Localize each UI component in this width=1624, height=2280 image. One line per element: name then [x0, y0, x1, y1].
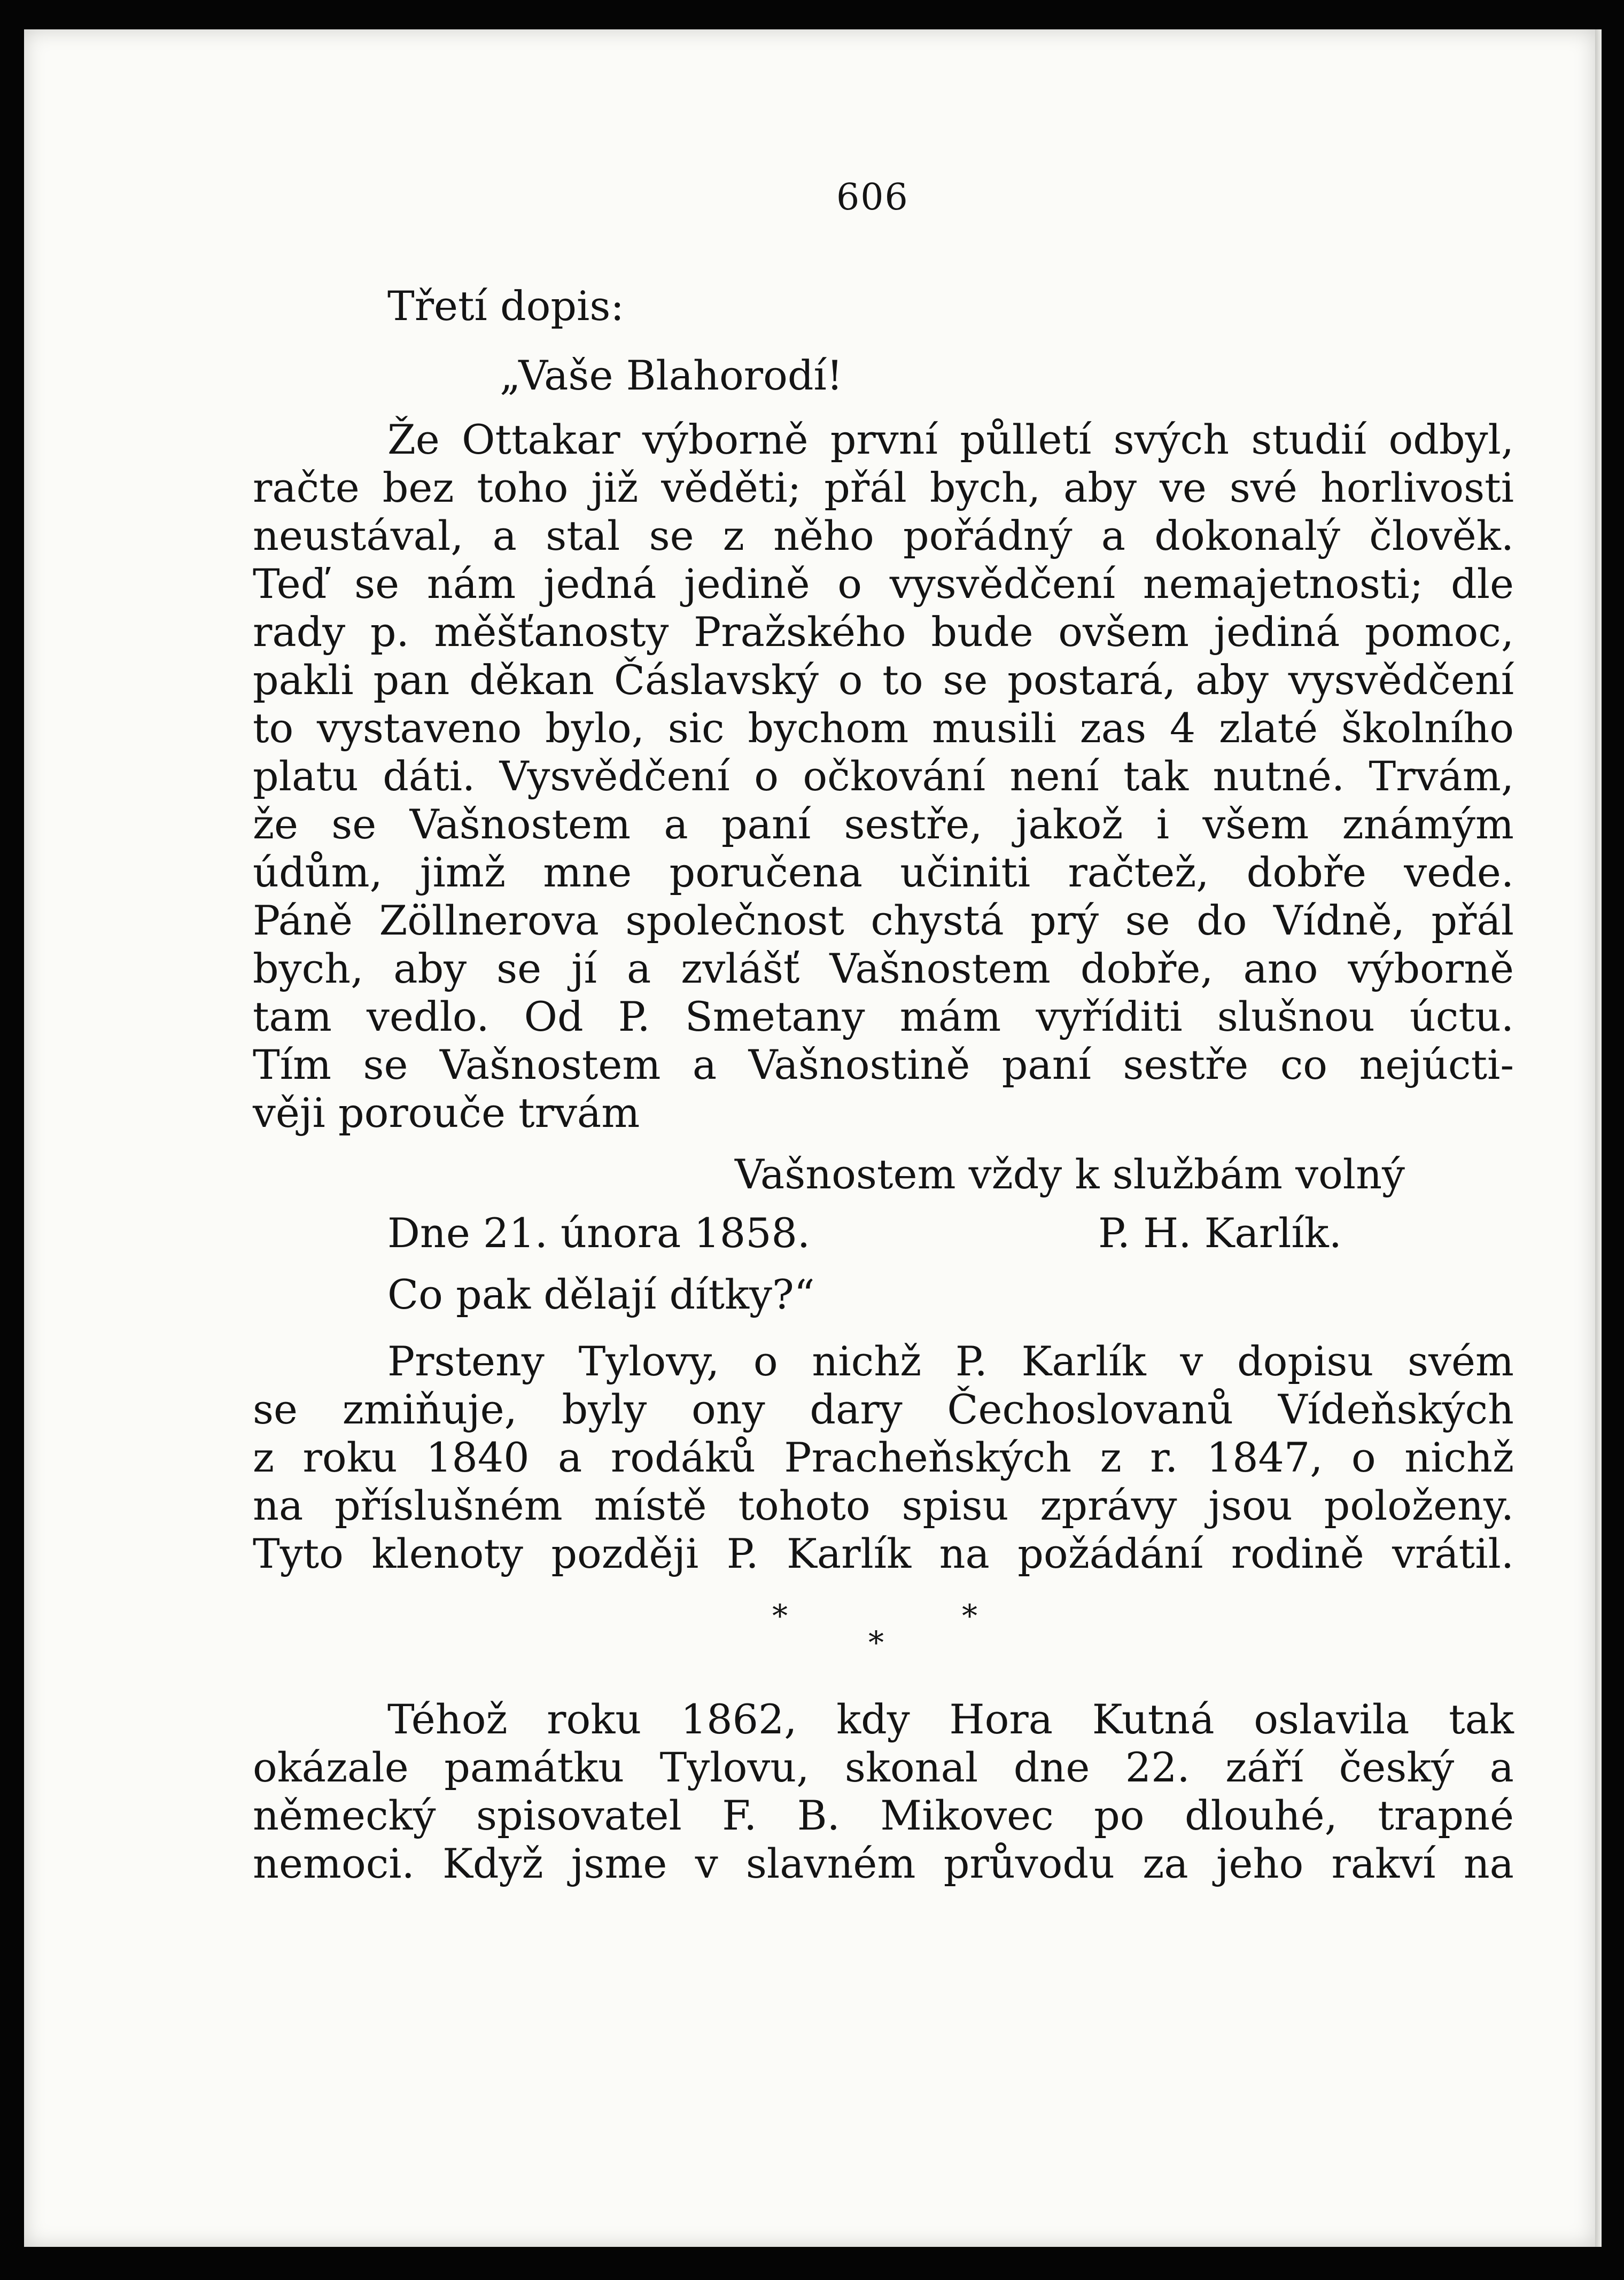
paragraph-line: se zmiňuje, byly ony dary Čechoslovanů Vídeňských	[253, 1386, 1514, 1433]
letter-line: Teď se nám jedná jedině o vysvědčení nemajetnosti; dle	[253, 560, 1514, 608]
letter-postscript: Co pak dělají dítky?“	[387, 1271, 815, 1318]
page-edge-shadow	[1595, 29, 1602, 2247]
paragraph-line: německý spisovatel F. B. Mikovec po dlouhé, trapné	[253, 1792, 1514, 1839]
paragraph-line: na příslušném místě tohoto spisu zprávy jsou položeny.	[253, 1482, 1514, 1529]
letter-line: Tím se Vašnostem a Vašnostině paní sestře co nejúcti-	[253, 1041, 1514, 1088]
letter-line: pakli pan děkan Čáslavský o to se postará, aby vysvědčení	[253, 656, 1514, 704]
letter-line-last: věji porouče trvám	[253, 1089, 640, 1137]
paragraph-line: okázale památku Tylovu, skonal dne 22. září český a	[253, 1744, 1514, 1791]
paragraph-line: z roku 1840 a rodáků Pracheňských z r. 1847, o nichž	[253, 1434, 1514, 1481]
letter-line: to vystaveno bylo, sic bychom musili zas 4 zlaté školního	[253, 704, 1514, 752]
page-text	[24, 29, 1595, 2247]
letter-line: račte bez toho již věděti; přál bych, aby ve své horlivosti	[253, 464, 1514, 511]
letter-line: údům, jimž mne poručena učiniti račtež, dobře vede.	[253, 849, 1514, 896]
letter-line: rady p. měšťanosty Pražského bude ovšem jediná pomoc,	[253, 608, 1514, 656]
letter-date: Dne 21. února 1858.	[387, 1209, 811, 1257]
separator-star: *	[868, 1624, 884, 1661]
book-page	[24, 29, 1595, 2247]
letter-line: Páně Zöllnerova společnost chystá prý se do Vídně, přál	[253, 897, 1514, 944]
letter-salutation: „Vaše Blahorodí!	[500, 352, 843, 399]
letter-line: neustával, a stal se z něho pořádný a dokonalý člověk.	[253, 512, 1514, 559]
letter-line: Že Ottakar výborně první půlletí svých studií odbyl,	[387, 416, 1514, 463]
paragraph-line: Prsteny Tylovy, o nichž P. Karlík v dopisu svém	[387, 1337, 1514, 1385]
paragraph-line: Téhož roku 1862, kdy Hora Kutná oslavila tak	[387, 1695, 1514, 1743]
letter-line: tam vedlo. Od P. Smetany mám vyříditi slušnou úctu.	[253, 993, 1514, 1040]
letter-heading: Třetí dopis:	[387, 282, 624, 330]
separator-star: *	[772, 1598, 788, 1634]
letter-line: že se Vašnostem a paní sestře, jakož i všem známým	[253, 800, 1514, 848]
paragraph-line: Tyto klenoty později P. Karlík na požádání rodině vrátil.	[253, 1530, 1514, 1577]
paragraph-line: nemoci. Když jsme v slavném průvodu za jeho rakví na	[253, 1840, 1514, 1887]
letter-line: platu dáti. Vysvědčení o očkování není tak nutné. Trvám,	[253, 752, 1514, 800]
letter-closing: Vašnostem vždy k službám volný	[735, 1150, 1405, 1198]
separator-star: *	[962, 1598, 977, 1634]
letter-line: bych, aby se jí a zvlášť Vašnostem dobře, ano výborně	[253, 945, 1514, 992]
letter-signature: P. H. Karlík.	[1098, 1209, 1342, 1257]
page-number: 606	[836, 176, 909, 219]
